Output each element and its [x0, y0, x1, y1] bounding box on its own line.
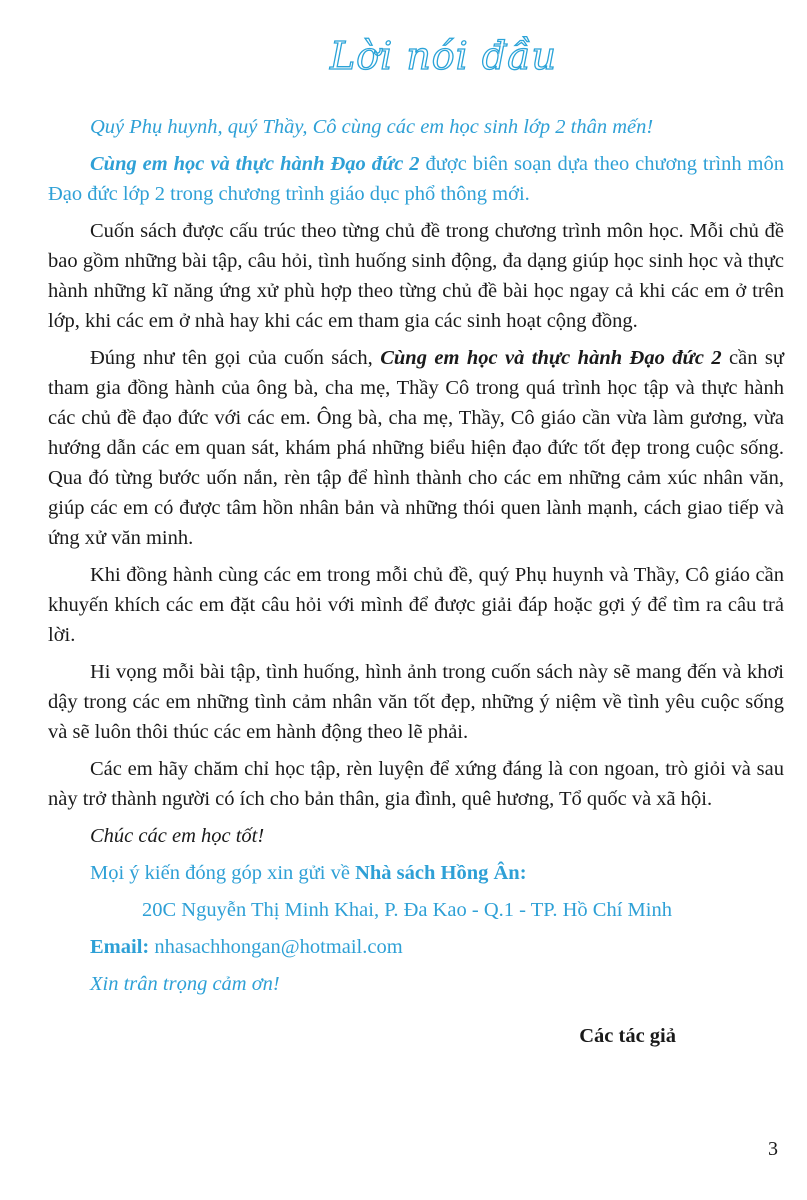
thanks-line: Xin trân trọng cảm ơn! [90, 973, 280, 995]
address-line: 20C Nguyễn Thị Minh Khai, P. Đa Kao - Q.1 - TP. Hồ Chí Minh [142, 899, 672, 921]
paragraph-companionship: Đúng như tên gọi của cuốn sách, Cùng em học và thực hành Đạo đức 2 cần sự tham gia đồng hành của ông bà, cha mẹ, Thầy Cô trong quá trình học tập và thực hành các chủ đề đạo đức với các em. Ông bà, cha mẹ, Thầy, Cô giáo cần vừa làm gương, vừa hướng dẫn các em quan sát, khám phá những biểu hiện đạo đức tốt đẹp trong cuộc sống. Qua đó từng bước uốn nắn, rèn tập để hình thành cho các em những cảm xúc nhân văn, giúp các em có được tâm hồn nhân bản và những thói quen lành mạnh, cách giao tiếp và ứng xử văn minh. [48, 347, 784, 549]
page-number: 3 [768, 1138, 778, 1160]
paragraph-guidance: Khi đồng hành cùng các em trong mỗi chủ đề, quý Phụ huynh và Thầy, Cô giáo cần khuyến khích các em đặt câu hỏi với mình để được giải đáp hoặc gợi ý để tìm ra câu trả lời. [48, 564, 784, 646]
intro-paragraph: Cùng em học và thực hành Đạo đức 2 được biên soạn dựa theo chương trình môn Đạo đức lớp 2 trong chương trình giáo dục phổ thông mới. [48, 153, 784, 205]
wish-line: Chúc các em học tốt! [90, 825, 265, 847]
email-label: Email: [90, 936, 150, 958]
page-title: Lời nói đầu [329, 34, 557, 78]
publisher-name: Nhà sách Hồng Ân: [355, 862, 527, 884]
paragraph-hope: Hi vọng mỗi bài tập, tình huống, hình ảnh trong cuốn sách này sẽ mang đến và khơi dậy trong các em những tình cảm nhân văn tốt đẹp, những ý niệm về tình yêu cuộc sống và sẽ luôn thôi thúc các em hành động theo lẽ phải. [48, 661, 784, 743]
paragraph-structure: Cuốn sách được cấu trúc theo từng chủ đề trong chương trình môn học. Mỗi chủ đề bao gồm những bài tập, câu hỏi, tình huống sinh động, đa dạng giúp học sinh học và thực hành những kĩ năng ứng xử phù hợp theo từng chủ đề bài học ngay cả khi các em ở trên lớp, khi các em ở nhà hay khi các em tham gia các sinh hoạt cộng đồng. [48, 220, 784, 332]
paragraph-encouragement: Các em hãy chăm chỉ học tập, rèn luyện để xứng đáng là con ngoan, trò giỏi và sau này trở thành người có ích cho bản thân, gia đình, quê hương, Tổ quốc và xã hội. [48, 758, 784, 810]
preface-body [48, 112, 784, 1051]
email-address: nhasachhongan@hotmail.com [149, 936, 403, 958]
contact-line: Mọi ý kiến đóng góp xin gửi về Nhà sách Hồng Ân: [90, 862, 527, 884]
book-title: Cùng em học và thực hành Đạo đức 2 [380, 347, 722, 369]
book-title: Cùng em học và thực hành Đạo đức 2 [90, 153, 420, 175]
signature: Các tác giả [579, 1025, 676, 1047]
email-line [48, 932, 784, 962]
greeting: Quý Phụ huynh, quý Thầy, Cô cùng các em học sinh lớp 2 thân mến! [90, 116, 654, 138]
